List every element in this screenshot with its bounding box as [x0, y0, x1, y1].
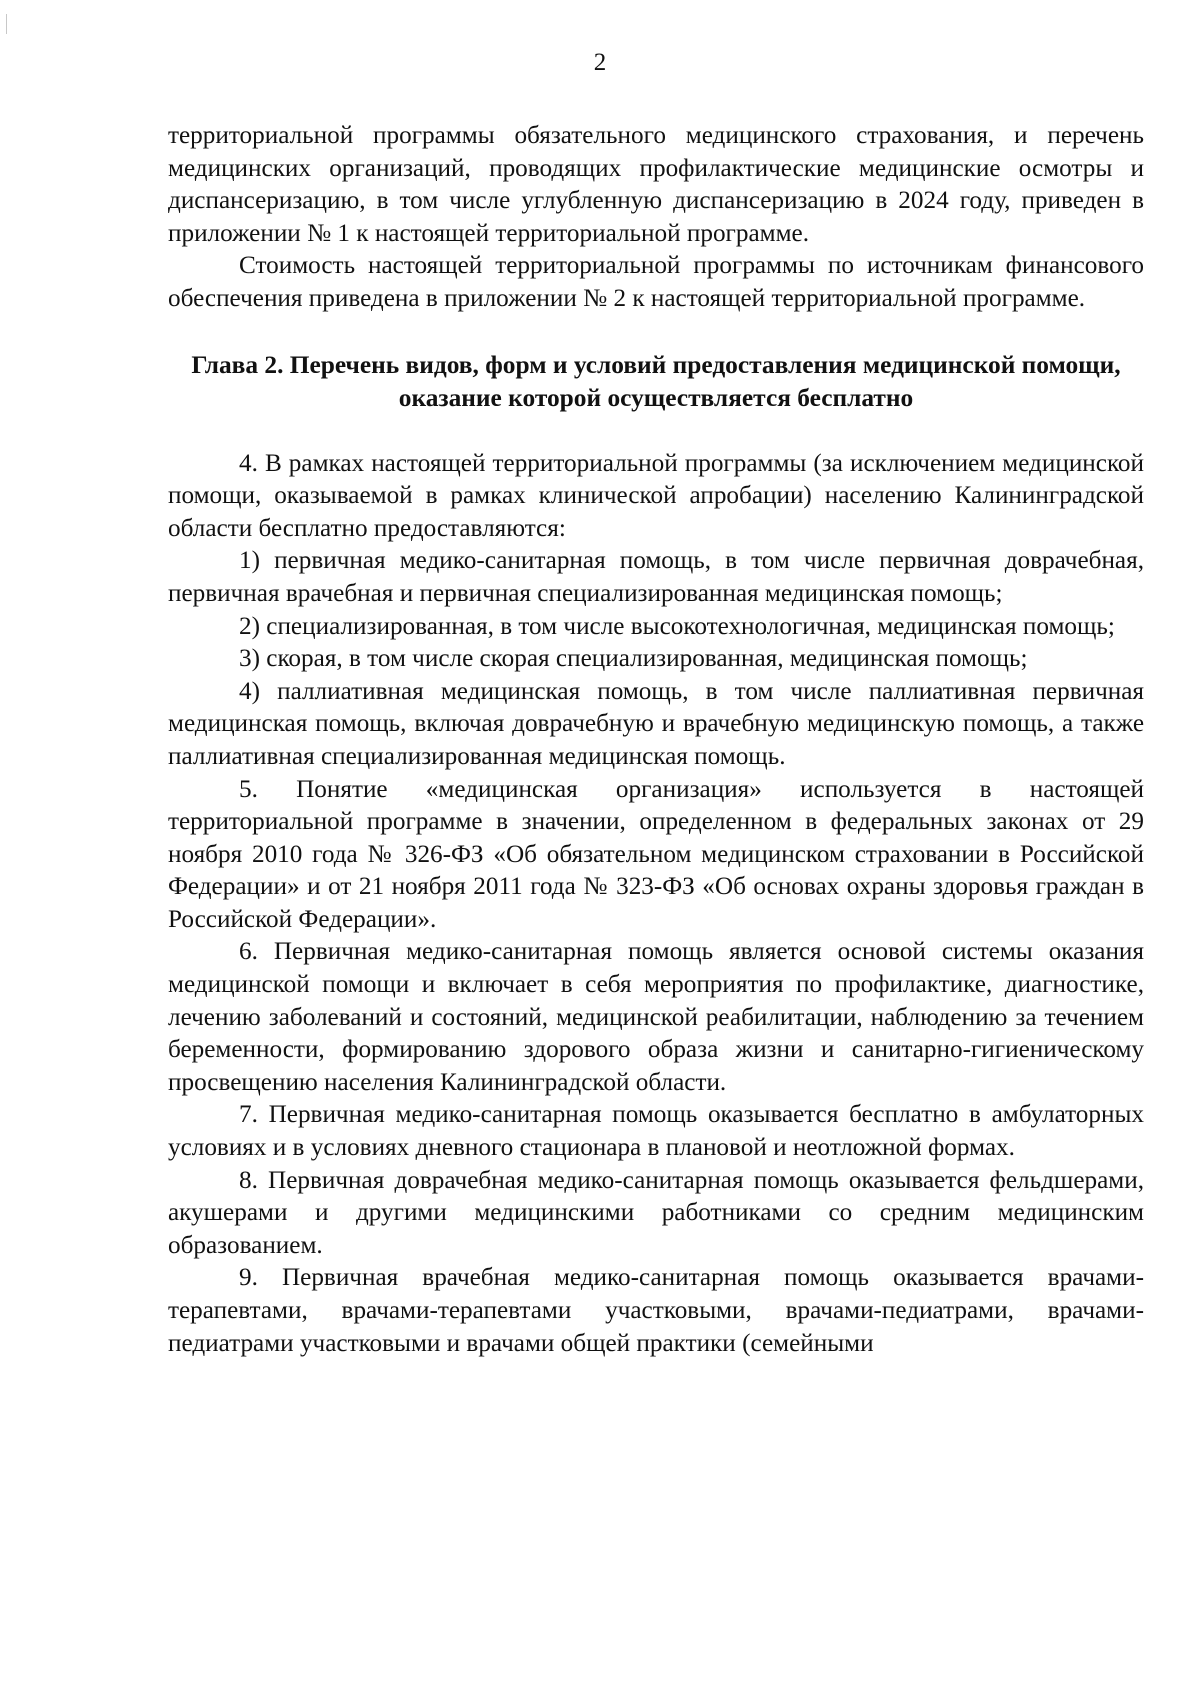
subitem-1: 1) первичная медико-санитарная помощь, в том числе первичная доврачебная, первичная врачебная и первичная специализированная медицинская помощь;: [168, 547, 1144, 607]
item-9: 9. Первичная врачебная медико-санитарная помощь оказывается врачами-терапевтами, врачами-терапевтами участковыми, врачами-педиатрами, врачами-педиатрами участковыми и врачами общей практики (семейными: [168, 1264, 1144, 1357]
item-5: 5. Понятие «медицинская организация» используется в настоящей территориальной программе в значении, определенном в федеральных законах от 29 ноября 2010 года № 326-ФЗ «Об обязательном медицинском страховании в Российской Федерации» и от 21 ноября 2011 года № 323-ФЗ «Об основах охраны здоровья граждан в Российской Федерации».: [168, 775, 1144, 933]
chapter-title: Глава 2. Перечень видов, форм и условий предоставления медицинской помощи, оказание которой осуществляется бесплатно: [191, 350, 1121, 412]
scan-margin-mark: [6, 14, 7, 34]
item-7: 7. Первичная медико-санитарная помощь оказывается бесплатно в амбулаторных условиях и в условиях дневного стационара в плановой и неотложной формах.: [168, 1101, 1144, 1162]
page-number: 2: [593, 49, 607, 76]
subitem-2: 2) специализированная, в том числе высокотехнологичная, медицинская помощь;: [239, 612, 1115, 640]
item-6: 6. Первичная медико-санитарная помощь является основой системы оказания медицинской помощи и включает в себя мероприятия по профилактике, диагностике, лечению заболеваний и состояний, медицинской реабилитации, наблюдению за течением беременности, формированию здорового образа жизни и санитарно-гигиеническому просвещению населения Калининградской области.: [168, 938, 1144, 1096]
paragraph-continuation: территориальной программы обязательного медицинского страхования, и перечень медицинских организаций, проводящих профилактические медицинские осмотры и диспансеризацию, в том числе углубленную диспансеризацию в 2024 году, приведен в приложении № 1 к настоящей территориальной программе.: [168, 122, 1144, 247]
item-4: 4. В рамках настоящей территориальной программы (за исключением медицинской помощи, оказываемой в рамках клинической апробации) населению Калининградской области бесплатно предоставляются:: [168, 449, 1144, 542]
subitem-4: 4) паллиативная медицинская помощь, в том числе паллиативная первичная медицинская помощь, включая доврачебную и врачебную медицинскую помощь, а также паллиативная специализированная медицинская помощь.: [168, 677, 1144, 770]
document-body: [168, 120, 1144, 1360]
subitem-3: 3) скорая, в том числе скорая специализированная, медицинская помощь;: [239, 645, 1028, 673]
item-8: 8. Первичная доврачебная медико-санитарная помощь оказывается фельдшерами, акушерами и другими медицинскими работниками со средним медицинским образованием.: [168, 1166, 1144, 1259]
paragraph-cost: Стоимость настоящей территориальной программы по источникам финансового обеспечения приведена в приложении № 2 к настоящей территориальной программе.: [168, 252, 1144, 312]
